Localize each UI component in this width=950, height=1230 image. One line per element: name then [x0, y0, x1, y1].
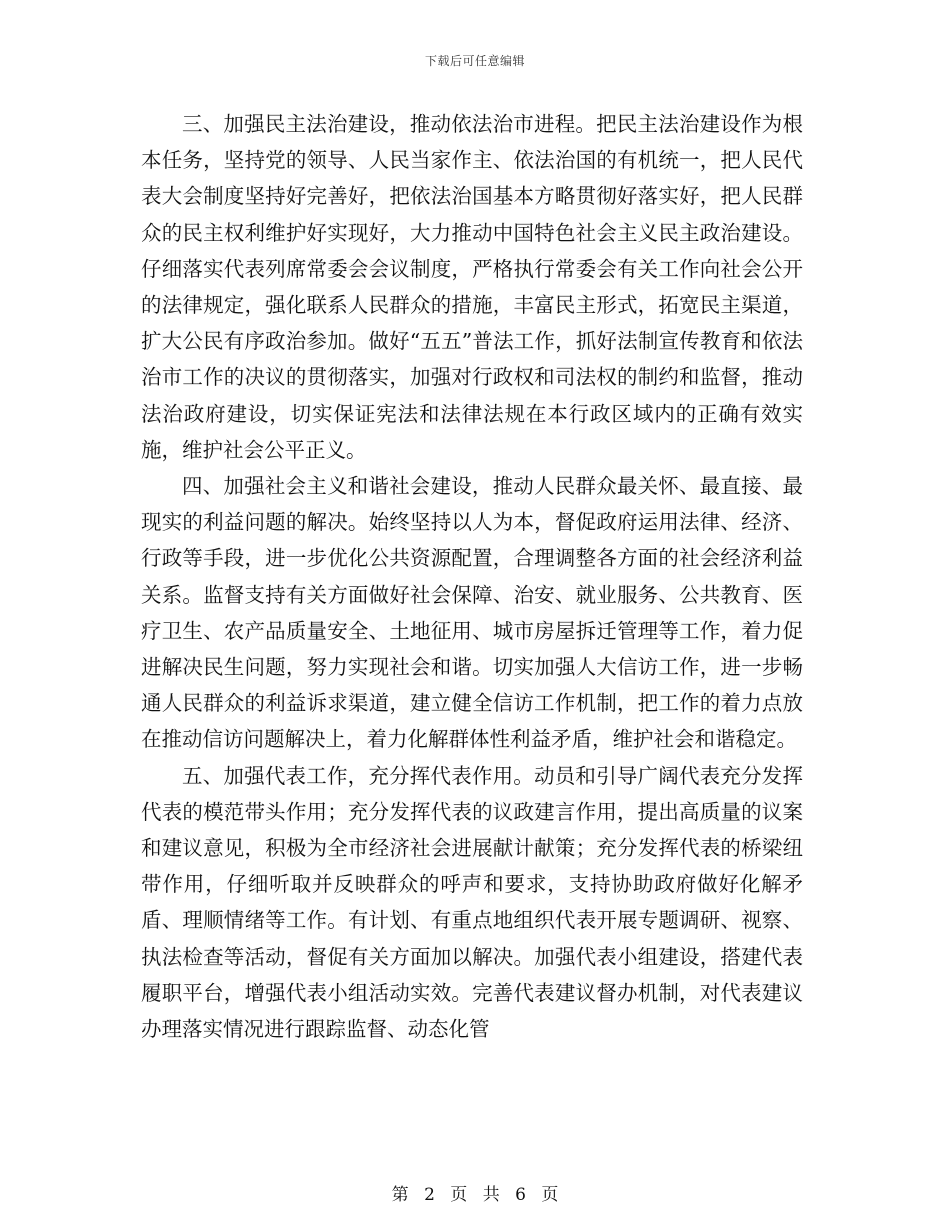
- footer-prefix: 第: [391, 1185, 409, 1205]
- footer-total-pages: 6: [515, 1185, 526, 1205]
- footer-total-prefix: 共: [482, 1185, 500, 1205]
- footer-total-unit: 页: [541, 1185, 559, 1205]
- document-body: [141, 106, 803, 1047]
- paragraph-section-3: 三、加强民主法治建设，推动依法治市进程。把民主法治建设作为根本任务，坚持党的领导、人民当家作主、依法治国的有机统一，把人民代表大会制度坚持好完善好，把依法治国基本方略贯彻好落实好，把人民群众的民主权利维护好实现好，大力推动中国特色社会主义民主政治建设。仔细落实代表列席常委会会议制度，严格执行常委会有关工作向社会公开的法律规定，强化联系人民群众的措施，丰富民主形式，拓宽民主渠道，扩大公民有序政治参加。做好“五五”普法工作，抓好法制宣传教育和依法治市工作的决议的贯彻落实，加强对行政权和司法权的制约和监督，推动法治政府建设，切实保证宪法和法律法规在本行政区域内的正确有效实施，维护社会公平正义。: [141, 112, 803, 462]
- footer-page-number: 2: [424, 1185, 435, 1205]
- page-footer: [0, 1180, 950, 1205]
- footer-page-unit: 页: [450, 1185, 468, 1205]
- page-header-note: 下载后可任意编辑: [424, 54, 525, 68]
- paragraph-section-4: 四、加强社会主义和谐社会建设，推动人民群众最关怀、最直接、最现实的利益问题的解决。始终坚持以人为本，督促政府运用法律、经济、行政等手段，进一步优化公共资源配置，合理调整各方面的社会经济利益关系。监督支持有关方面做好社会保障、治安、就业服务、公共教育、医疗卫生、农产品质量安全、土地征用、城市房屋拆迁管理等工作，着力促进解决民生问题，努力实现社会和谐。切实加强人大信访工作，进一步畅通人民群众的利益诉求渠道，建立健全信访工作机制，把工作的着力点放在推动信访问题解决上，着力化解群体性利益矛盾，维护社会和谐稳定。: [141, 474, 803, 752]
- paragraph-section-5: 五、加强代表工作，充分挥代表作用。动员和引导广阔代表充分发挥代表的模范带头作用；充分发挥代表的议政建言作用，提出高质量的议案和建议意见，积极为全市经济社会进展献计献策；充分发挥代表的桥梁纽带作用，仔细听取并反映群众的呼声和要求，支持协助政府做好化解矛盾、理顺情绪等工作。有计划、有重点地组织代表开展专题调研、视察、执法检查等活动，督促有关方面加以解决。加强代表小组建设，搭建代表履职平台，增强代表小组活动实效。完善代表建议督办机制，对代表建议办理落实情况进行跟踪监督、动态化管: [141, 763, 803, 1042]
